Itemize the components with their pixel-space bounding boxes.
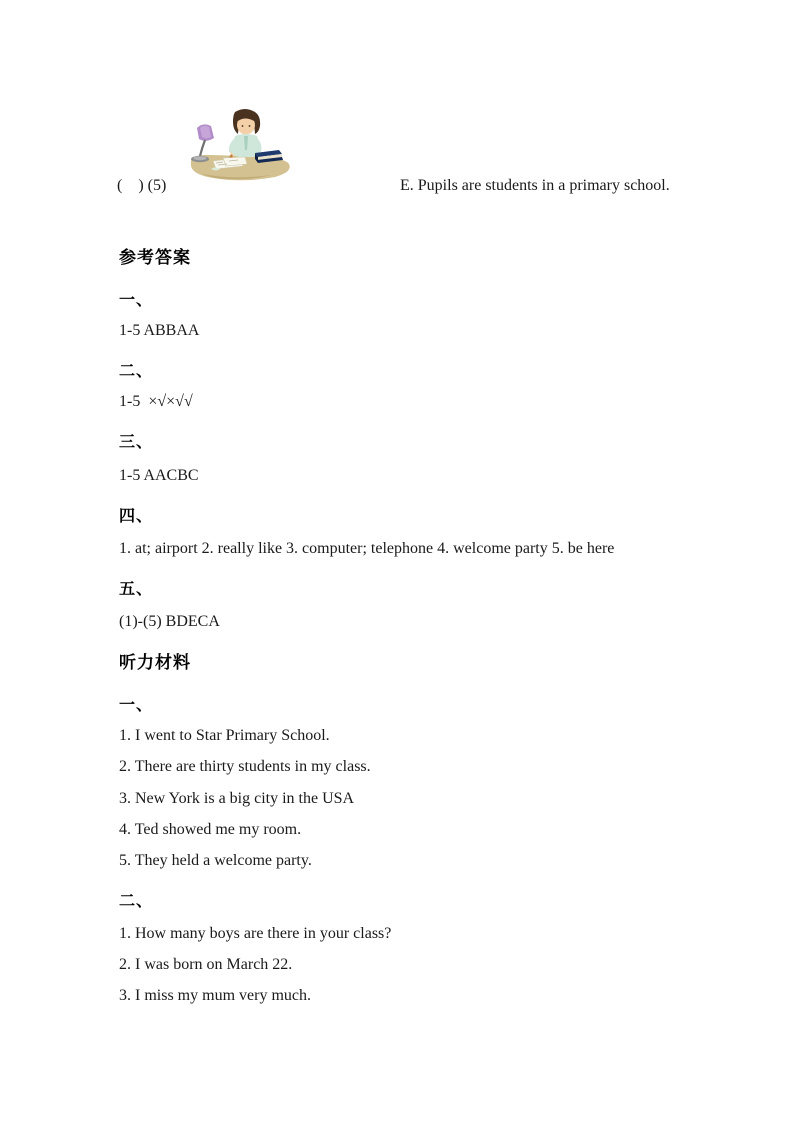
answers-section-3-content: 1-5 AACBC <box>119 467 199 484</box>
boy-studying-illustration <box>183 106 295 189</box>
answers-section-1-label: 一、 <box>119 292 154 309</box>
boy-studying-at-desk-icon <box>183 106 295 184</box>
listening-section-2-label: 二、 <box>119 893 154 910</box>
listening-1-line-2: 2. There are thirty students in my class. <box>119 758 371 775</box>
answers-section-4-content: 1. at; airport 2. really like 3. computer; telephone 4. welcome party 5. be here <box>119 540 615 557</box>
listening-1-line-4: 4. Ted showed me my room. <box>119 821 302 838</box>
answers-section-1-content: 1-5 ABBAA <box>119 322 200 339</box>
answers-section-2-label: 二、 <box>119 363 154 380</box>
answer-blank: ( ) (5) <box>117 177 167 194</box>
listening-section-1-label: 一、 <box>119 697 154 714</box>
answers-section-3-label: 三、 <box>119 434 154 451</box>
answers-section-4-label: 四、 <box>119 508 154 525</box>
listening-2-line-1: 1. How many boys are there in your class? <box>119 925 392 942</box>
listening-1-line-3: 3. New York is a big city in the USA <box>119 790 355 807</box>
listening-1-line-1: 1. I went to Star Primary School. <box>119 727 330 744</box>
option-e-text: E. Pupils are students in a primary school. <box>400 177 670 194</box>
reference-answers-heading: 参考答案 <box>119 248 191 267</box>
answers-section-2-content: 1-5 ×√×√√ <box>119 393 193 410</box>
answers-section-5-content: (1)-(5) BDECA <box>119 613 220 630</box>
listening-2-line-3: 3. I miss my mum very much. <box>119 987 311 1004</box>
listening-material-heading: 听力材料 <box>119 653 191 672</box>
answers-section-5-label: 五、 <box>119 581 154 598</box>
listening-1-line-5: 5. They held a welcome party. <box>119 852 312 869</box>
listening-2-line-2: 2. I was born on March 22. <box>119 956 293 973</box>
